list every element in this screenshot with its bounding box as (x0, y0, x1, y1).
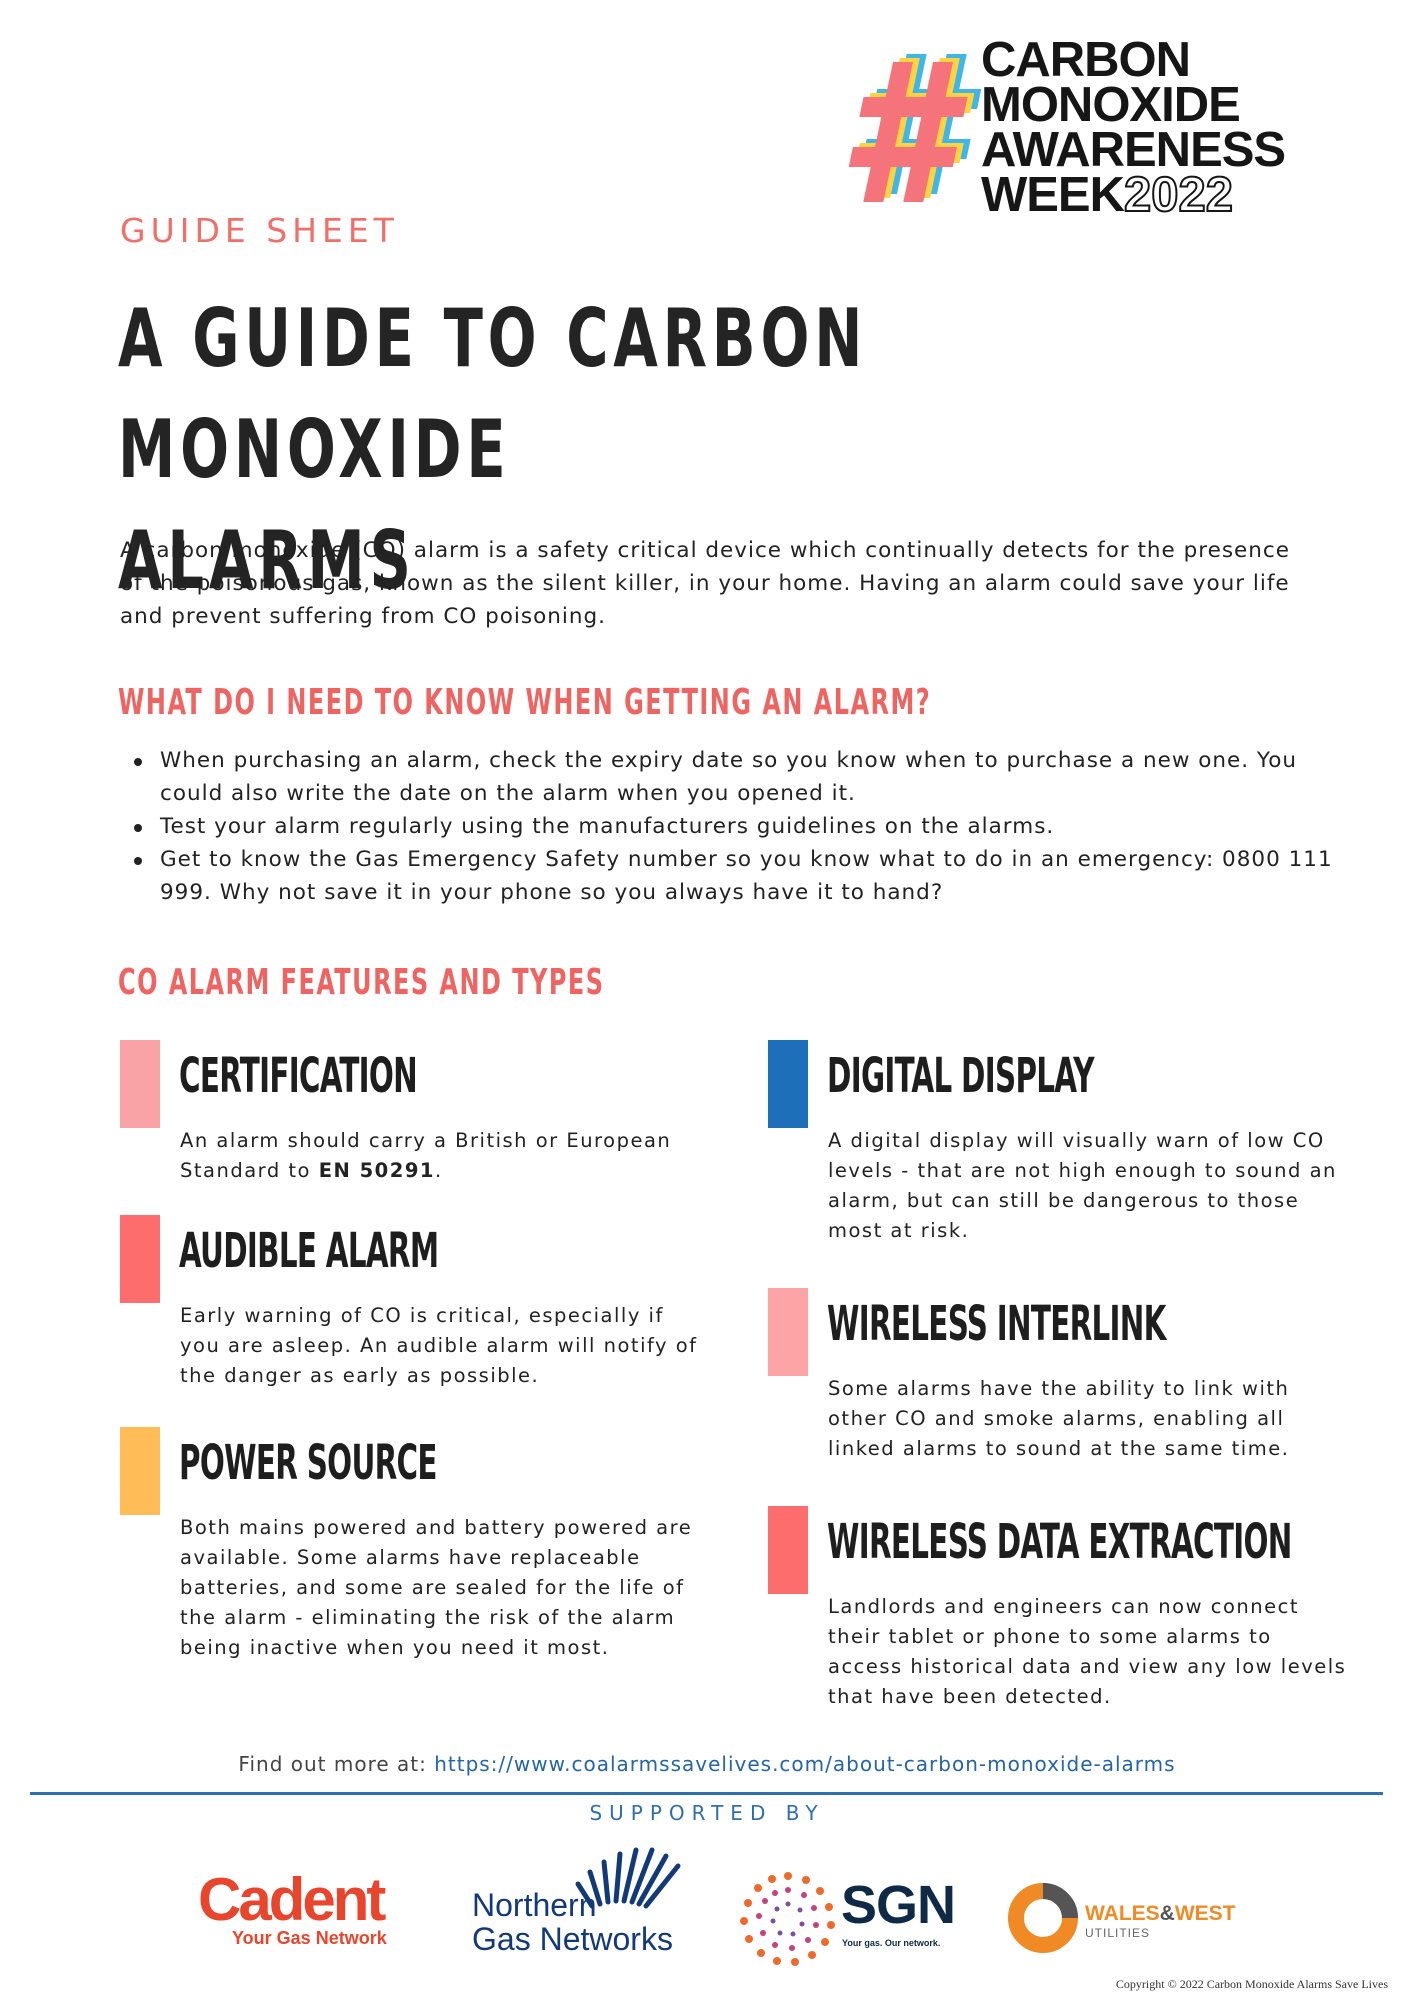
sgn-logo (738, 1870, 958, 1970)
sgn-name: SGN (841, 1875, 956, 1935)
feature-description: Early warning of CO is critical, especially if you are asleep. An audible alarm will notify of the danger as early as possible. (180, 1304, 698, 1387)
wwu-ampersand: & (1159, 1902, 1175, 1925)
title-line-2: ALARMS (118, 514, 416, 607)
logo-week: WEEK (981, 168, 1124, 222)
accent-bar (120, 1215, 160, 1303)
ngn-name (472, 1888, 673, 1956)
campaign-logo (848, 33, 1348, 238)
title-line-1: A GUIDE TO CARBON MONOXIDE (118, 292, 868, 496)
hashtag-icon (848, 48, 983, 208)
feature-description: Landlords and engineers can now connect their tablet or phone to some alarms to access historical data and view any low levels that have been detected. (828, 1595, 1347, 1708)
accent-bar (768, 1506, 808, 1594)
wwu-name-b: WEST (1174, 1902, 1236, 1925)
accent-bar (768, 1288, 808, 1376)
feature-title: DIGITAL DISPLAY (827, 1048, 1094, 1104)
feature-title: AUDIBLE ALARM (179, 1223, 439, 1279)
logo-line-4 (981, 168, 1285, 222)
guide-sheet-label: GUIDE SHEET (120, 211, 399, 250)
find-out-more-label: Find out more at: (238, 1752, 427, 1776)
wwu-name (1085, 1902, 1236, 1926)
feature-title: CERTIFICATION (179, 1048, 418, 1104)
need-to-know-list (120, 744, 1340, 909)
feature-description: A digital display will visually warn of low CO levels - that are not high enough to sound an alarm, but can still be dangerous to those most at risk. (828, 1129, 1337, 1242)
intro-paragraph: A carbon monoxide (CO) alarm is a safety critical device which continually detects for the presence of the poisonous gas, known as the silent killer, in your home. Having an alarm could save your life and prevent suffering from CO poisoning. (120, 538, 1290, 629)
accent-bar (768, 1040, 808, 1128)
ngn-line-1: Northern (472, 1887, 597, 1923)
feature-title: WIRELESS DATA EXTRACTION (827, 1514, 1292, 1570)
list-item: When purchasing an alarm, check the expiry date so you know when to purchase a new one. You could also write the date on the alarm when you opened it. (160, 744, 1340, 810)
accent-bar (120, 1040, 160, 1128)
feature-description: Some alarms have the ability to link with other CO and smoke alarms, enabling all linked alarms to sound at the same time. (828, 1377, 1290, 1460)
wwu-ring-icon (1005, 1880, 1085, 1960)
find-out-more (0, 1752, 1414, 1776)
footer-divider (30, 1792, 1383, 1795)
logo-line-3: AWARENESS (981, 123, 1286, 177)
info-link[interactable]: https://www.coalarmssavelives.com/about-carbon-monoxide-alarms (434, 1752, 1176, 1776)
feature-description: Both mains powered and battery powered are available. Some alarms have replaceable batteries, and some are sealed for the life of the alarm - eliminating the risk of the alarm being inactive when you need it most. (180, 1516, 693, 1659)
wales-west-utilities-logo (1005, 1880, 1245, 1970)
wwu-name-a: WALES (1085, 1902, 1160, 1925)
list-item: Get to know the Gas Emergency Safety number so you know what to do in an emergency: 0800 111 999. Why not save it in your phone so you always have it to hand? (160, 843, 1340, 909)
desc-text: An alarm should carry a British or European Standard to (180, 1129, 672, 1182)
features-heading: CO ALARM FEATURES AND TYPES (118, 962, 605, 1003)
logo-line-2: MONOXIDE (981, 78, 1240, 132)
standard-code: EN 50291 (318, 1159, 435, 1182)
logo-year: 2022 (1124, 168, 1234, 222)
desc-end: . (434, 1159, 443, 1182)
supported-by-label: SUPPORTED BY (589, 1801, 825, 1825)
cadent-tagline: Your Gas Network (232, 1928, 387, 1948)
ngn-line-2: Gas Networks (472, 1921, 673, 1957)
accent-bar (120, 1427, 160, 1515)
cadent-logo (198, 1866, 387, 1949)
list-item: Test your alarm regularly using the manufacturers guidelines on the alarms. (160, 810, 1340, 843)
feature-title: WIRELESS INTERLINK (827, 1296, 1166, 1352)
wwu-tagline: UTILITIES (1085, 1926, 1151, 1940)
cadent-name: Cadent (198, 1866, 384, 1933)
northern-gas-networks-logo (472, 1844, 692, 1964)
need-to-know-heading: WHAT DO I NEED TO KNOW WHEN GETTING AN ALARM? (118, 682, 932, 723)
copyright-text: Copyright © 2022 Carbon Monoxide Alarms Save Lives (1115, 1977, 1388, 1991)
feature-description (180, 1126, 700, 1186)
logo-line-1: CARBON (981, 33, 1191, 87)
sgn-swirl-icon (738, 1870, 838, 1970)
sgn-tagline: Your gas. Our network. (842, 1938, 941, 1948)
feature-title: POWER SOURCE (179, 1435, 437, 1491)
